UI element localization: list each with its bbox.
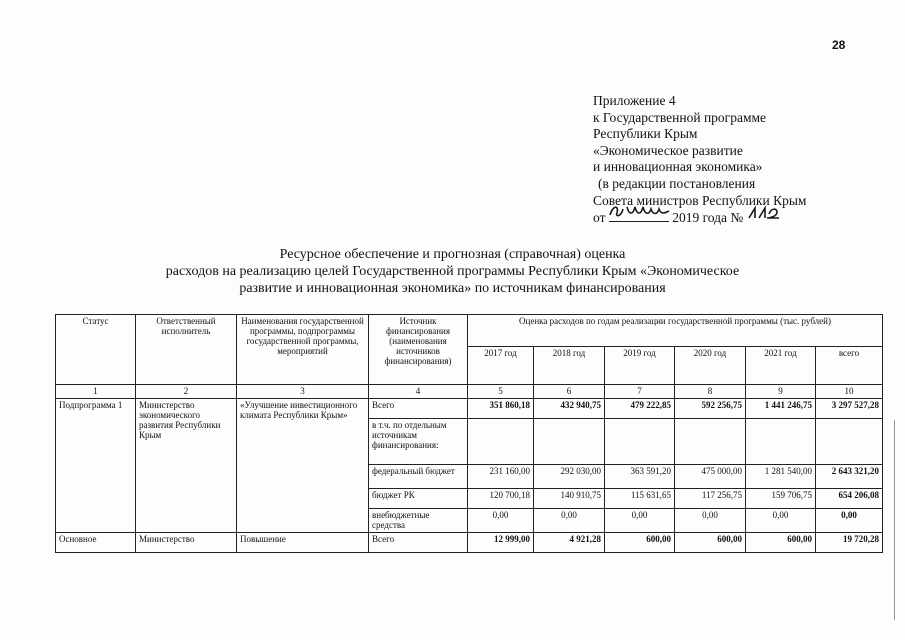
cell-value: 4 921,28: [534, 533, 605, 553]
cell-value: 600,00: [675, 533, 746, 553]
scan-edge-line: [894, 420, 895, 620]
appendix-line: (в редакции постановления: [598, 175, 756, 191]
header-year: 2021 год: [746, 347, 816, 385]
cell-value: 600,00: [746, 533, 816, 553]
date-prefix: от: [593, 210, 606, 226]
page-number: 28: [832, 38, 846, 52]
header-status: Статус: [56, 315, 136, 385]
cell-value: 0,00: [746, 509, 816, 533]
cell-value: 12 999,00: [468, 533, 534, 553]
cell-value: 2 643 321,20: [816, 465, 883, 489]
cell-value: 0,00: [468, 509, 534, 533]
appendix-line: Республики Крым: [593, 126, 698, 142]
cell-value: [468, 419, 534, 465]
cell-value: 120 700,18: [468, 489, 534, 509]
cell-value: 0,00: [534, 509, 605, 533]
column-number: 2: [136, 385, 237, 399]
appendix-line: Приложение 4: [593, 93, 676, 108]
cell-value: 231 160,00: [468, 465, 534, 489]
cell-value: 115 631,65: [605, 489, 675, 509]
cell-value: 1 281 540,00: [746, 465, 816, 489]
cell-source: бюджет РК: [369, 489, 468, 509]
cell-value: [746, 419, 816, 465]
header-total: всего: [816, 347, 883, 385]
cell-value: 19 720,28: [816, 533, 883, 553]
cell-value: [816, 419, 883, 465]
cell-value: 117 256,75: [675, 489, 746, 509]
appendix-line: и инновационная экономика»: [593, 159, 763, 175]
cell-value: 140 910,75: [534, 489, 605, 509]
cell-value: 351 860,18: [468, 399, 534, 419]
header-executor: Ответственный исполнитель: [136, 315, 237, 385]
table-row: [56, 533, 883, 553]
column-number: 10: [816, 385, 883, 399]
cell-value: 3 297 527,28: [816, 399, 883, 419]
cell-name: Повышение: [237, 533, 369, 553]
column-number: 5: [468, 385, 534, 399]
date-suffix: 2019 года №: [672, 210, 744, 226]
cell-value: 0,00: [675, 509, 746, 533]
budget-table: [55, 314, 883, 553]
column-number: 7: [605, 385, 675, 399]
document-title: [100, 246, 805, 297]
cell-value: 0,00: [816, 509, 883, 533]
header-year: 2020 год: [675, 347, 746, 385]
cell-source: в т.ч. по отдельным источникам финансирования:: [369, 419, 468, 465]
header-year: 2018 год: [534, 347, 605, 385]
cell-value: 159 706,75: [746, 489, 816, 509]
appendix-line: Совета министров Республики Крым: [593, 192, 807, 208]
header-year: 2019 год: [605, 347, 675, 385]
column-number: 4: [369, 385, 468, 399]
column-number: 3: [237, 385, 369, 399]
column-number: 1: [56, 385, 136, 399]
cell-executor: Министерство экономического развития Республики Крым: [136, 399, 237, 533]
cell-status: Подпрограмма 1: [56, 399, 136, 533]
handwritten-date-signature: [609, 209, 669, 222]
appendix-line: «Экономическое развитие: [593, 142, 743, 158]
cell-source: федеральный бюджет: [369, 465, 468, 489]
header-name: Наименования государственной программы, подпрограммы государственной программы, мероприятий: [237, 315, 369, 385]
cell-value: 479 222,85: [605, 399, 675, 419]
handwritten-number-signature: [747, 210, 775, 222]
cell-value: 475 000,00: [675, 465, 746, 489]
cell-source: Всего: [369, 533, 468, 553]
cell-status: Основное: [56, 533, 136, 553]
cell-value: 363 591,20: [605, 465, 675, 489]
cell-value: 1 441 246,75: [746, 399, 816, 419]
cell-value: 600,00: [605, 533, 675, 553]
column-number: 9: [746, 385, 816, 399]
title-line: расходов на реализацию целей Государственной программы Республики Крым «Экономическое: [165, 264, 740, 279]
cell-value: [675, 419, 746, 465]
column-number: 6: [534, 385, 605, 399]
appendix-line: к Государственной программе: [593, 109, 767, 125]
header-source: Источник финансирования (наименования источников финансирования): [369, 315, 468, 385]
cell-source: внебюджетные средства: [369, 509, 468, 533]
table-row: [56, 399, 883, 419]
cell-value: 292 030,00: [534, 465, 605, 489]
cell-value: 592 256,75: [675, 399, 746, 419]
cell-source: Всего: [369, 399, 468, 419]
appendix-block: [593, 93, 806, 227]
cell-value: [534, 419, 605, 465]
title-line: Ресурсное обеспечение и прогнозная (справочная) оценка: [279, 247, 626, 262]
title-line: развитие и инновационная экономика» по источникам финансирования: [239, 281, 666, 296]
header-estimate: Оценка расходов по годам реализации государственной программы (тыс. рублей): [468, 315, 883, 347]
header-year: 2017 год: [468, 347, 534, 385]
cell-value: [605, 419, 675, 465]
appendix-date-line: [593, 209, 806, 227]
column-number: 8: [675, 385, 746, 399]
cell-value: 432 940,75: [534, 399, 605, 419]
cell-value: 0,00: [605, 509, 675, 533]
cell-name: «Улучшение инвестиционного климата Республики Крым»: [237, 399, 369, 533]
cell-executor: Министерство: [136, 533, 237, 553]
cell-value: 654 206,08: [816, 489, 883, 509]
